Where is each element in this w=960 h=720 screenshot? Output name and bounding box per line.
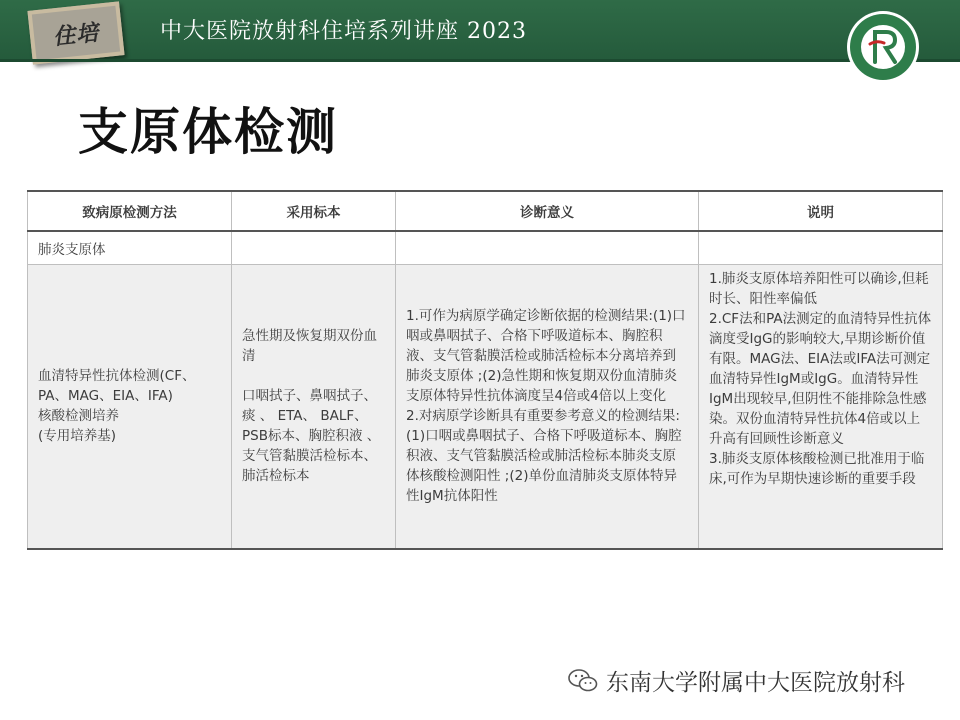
header-method: 致病原检测方法 <box>28 191 232 231</box>
series-badge <box>27 1 124 64</box>
detection-table <box>27 190 943 550</box>
footer-watermark <box>568 664 905 697</box>
page-title: 支原体检测 <box>78 103 338 161</box>
badge-text: 住培 <box>51 19 101 50</box>
wechat-icon <box>568 668 598 694</box>
hospital-logo-icon <box>846 10 920 84</box>
cell-method: 血清特异性抗体检测(CF、PA、MAG、EIA、IFA) 核酸检测培养 (专用培养基) <box>28 265 232 549</box>
cell-empty <box>699 231 943 265</box>
cell-notes: 1.肺炎支原体培养阳性可以确诊,但耗时长、阳性率偏低 2.CF法和PA法测定的血清特异性抗体滴度受IgG的影响较大,早期诊断价值有限。MAG法、EIA法或IFA法可测定血清特异性IgM或IgG。血清特异性IgM出现较早,但阴性不能排除急性感染。双份血清特异性抗体4倍或以上升高有回顾性诊断意义 3.肺炎支原体核酸检测已批准用于临床,可作为早期快速诊断的重要手段 <box>699 265 943 549</box>
cell-empty <box>396 231 699 265</box>
header-title: 中大医院放射科住培系列讲座 2023 <box>160 19 527 44</box>
cell-pathogen: 肺炎支原体 <box>28 231 232 265</box>
header-significance: 诊断意义 <box>396 191 699 231</box>
header-specimen: 采用标本 <box>232 191 396 231</box>
table-header-row <box>28 191 943 231</box>
table-row <box>28 265 943 549</box>
table-row <box>28 231 943 265</box>
header-notes: 说明 <box>699 191 943 231</box>
header-bar <box>0 0 960 62</box>
cell-empty <box>232 231 396 265</box>
footer-text: 东南大学附属中大医院放射科 <box>606 670 905 696</box>
cell-specimen: 急性期及恢复期双份血清 口咽拭子、鼻咽拭子、 痰 、 ETA、 BALF、PSB标本、胸腔积液 、支气管黏膜活检标本、肺活检标本 <box>232 265 396 549</box>
cell-significance: 1.可作为病原学确定诊断依据的检测结果:(1)口咽或鼻咽拭子、合格下呼吸道标本、胸腔积液、支气管黏膜活检或肺活检标本分离培养到肺炎支原体 ;(2)急性期和恢复期双份血清肺炎支原体特异性抗体滴度呈4倍或4倍以上变化 2.对病原学诊断具有重要参考意义的检测结果:(1)口咽或鼻咽拭子、合格下呼吸道标本、胸腔积液、支气管黏膜活检或肺活检标本肺炎支原体核酸检测阳性 ;(2)单份血清肺炎支原体特异性IgM抗体阳性 <box>396 265 699 549</box>
